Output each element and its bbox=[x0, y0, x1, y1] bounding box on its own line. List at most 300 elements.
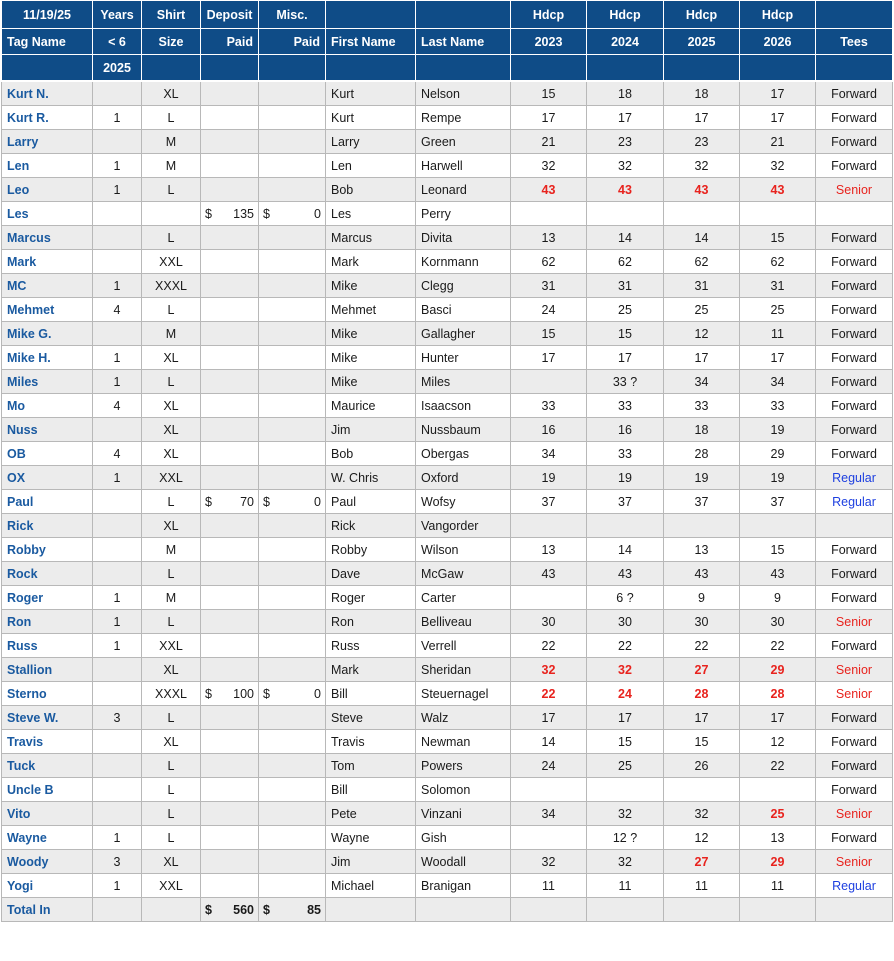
tees-cell: Forward bbox=[816, 346, 893, 370]
misc-cell bbox=[259, 226, 326, 250]
tees-cell: Forward bbox=[816, 370, 893, 394]
last-name-cell: Miles bbox=[416, 370, 511, 394]
hdcp-2026-cell: 11 bbox=[740, 874, 816, 898]
first-name-cell: Russ bbox=[326, 634, 416, 658]
shirt-size-cell: L bbox=[142, 754, 201, 778]
hdcp-2025-cell: 9 bbox=[664, 586, 740, 610]
hdcp-2025-cell: 14 bbox=[664, 226, 740, 250]
tees-cell: Forward bbox=[816, 226, 893, 250]
tees-cell: Forward bbox=[816, 442, 893, 466]
amount: 100 bbox=[233, 686, 254, 701]
table-body bbox=[2, 81, 893, 922]
header-hdcp: Hdcp bbox=[511, 1, 587, 29]
header-years-year: 2025 bbox=[93, 55, 142, 82]
header-blank bbox=[664, 55, 740, 82]
shirt-size-cell: XXL bbox=[142, 874, 201, 898]
years-cell bbox=[93, 682, 142, 706]
hdcp-2025-cell bbox=[664, 202, 740, 226]
header-year-2025: 2025 bbox=[664, 29, 740, 55]
hdcp-2025-cell: 32 bbox=[664, 802, 740, 826]
deposit-cell bbox=[201, 322, 259, 346]
hdcp-2023-cell: 13 bbox=[511, 226, 587, 250]
hdcp-2023-cell: 19 bbox=[511, 466, 587, 490]
tag-name-cell: Rick bbox=[2, 514, 93, 538]
header-shirt: Shirt bbox=[142, 1, 201, 29]
last-name-cell: Perry bbox=[416, 202, 511, 226]
last-name-cell: Clegg bbox=[416, 274, 511, 298]
hdcp-2026-cell: 37 bbox=[740, 490, 816, 514]
total-empty-cell bbox=[511, 898, 587, 922]
hdcp-2025-cell: 18 bbox=[664, 81, 740, 106]
hdcp-2024-cell: 16 bbox=[587, 418, 664, 442]
hdcp-2024-cell bbox=[587, 778, 664, 802]
header-deposit: Deposit bbox=[201, 1, 259, 29]
misc-cell bbox=[259, 802, 326, 826]
hdcp-2023-cell: 24 bbox=[511, 754, 587, 778]
tees-cell: Forward bbox=[816, 418, 893, 442]
deposit-cell bbox=[201, 754, 259, 778]
years-cell bbox=[93, 81, 142, 106]
hdcp-2023-cell: 31 bbox=[511, 274, 587, 298]
header-blank bbox=[259, 55, 326, 82]
tag-name-cell: Mo bbox=[2, 394, 93, 418]
misc-cell bbox=[259, 706, 326, 730]
total-misc bbox=[259, 898, 326, 922]
total-empty-cell bbox=[326, 898, 416, 922]
shirt-size-cell: XXL bbox=[142, 466, 201, 490]
hdcp-2025-cell: 26 bbox=[664, 754, 740, 778]
tees-cell: Senior bbox=[816, 802, 893, 826]
years-cell: 1 bbox=[93, 370, 142, 394]
years-cell bbox=[93, 130, 142, 154]
deposit-cell bbox=[201, 250, 259, 274]
hdcp-2026-cell: 29 bbox=[740, 442, 816, 466]
deposit-cell bbox=[201, 586, 259, 610]
header-first-name: First Name bbox=[326, 29, 416, 55]
hdcp-2024-cell: 30 bbox=[587, 610, 664, 634]
tag-name-cell: Yogi bbox=[2, 874, 93, 898]
first-name-cell: Wayne bbox=[326, 826, 416, 850]
last-name-cell: Leonard bbox=[416, 178, 511, 202]
total-empty-cell bbox=[587, 898, 664, 922]
tees-cell: Forward bbox=[816, 106, 893, 130]
header-blank bbox=[416, 1, 511, 29]
tag-name-cell: Sterno bbox=[2, 682, 93, 706]
hdcp-2025-cell: 17 bbox=[664, 346, 740, 370]
header-tag-name: Tag Name bbox=[2, 29, 93, 55]
hdcp-2023-cell bbox=[511, 514, 587, 538]
hdcp-2024-cell: 17 bbox=[587, 346, 664, 370]
shirt-size-cell: XL bbox=[142, 346, 201, 370]
hdcp-2024-cell: 6 ? bbox=[587, 586, 664, 610]
currency-symbol: $ bbox=[205, 902, 212, 917]
first-name-cell: Mark bbox=[326, 658, 416, 682]
first-name-cell: Len bbox=[326, 154, 416, 178]
header-blank bbox=[740, 55, 816, 82]
tees-cell: Forward bbox=[816, 826, 893, 850]
hdcp-2025-cell: 31 bbox=[664, 274, 740, 298]
header-blank bbox=[816, 55, 893, 82]
first-name-cell: Mike bbox=[326, 322, 416, 346]
hdcp-2023-cell: 13 bbox=[511, 538, 587, 562]
last-name-cell: Rempe bbox=[416, 106, 511, 130]
hdcp-2024-cell: 18 bbox=[587, 81, 664, 106]
table-row bbox=[2, 802, 893, 826]
tag-name-cell: Tuck bbox=[2, 754, 93, 778]
table-row bbox=[2, 81, 893, 106]
table-row bbox=[2, 226, 893, 250]
years-cell bbox=[93, 226, 142, 250]
years-cell: 4 bbox=[93, 442, 142, 466]
total-empty-cell bbox=[740, 898, 816, 922]
table-row bbox=[2, 850, 893, 874]
hdcp-2025-cell: 37 bbox=[664, 490, 740, 514]
deposit-cell bbox=[201, 562, 259, 586]
shirt-size-cell: XXL bbox=[142, 634, 201, 658]
last-name-cell: McGaw bbox=[416, 562, 511, 586]
table-header bbox=[2, 1, 893, 82]
hdcp-2025-cell: 17 bbox=[664, 706, 740, 730]
hdcp-2026-cell: 9 bbox=[740, 586, 816, 610]
tag-name-cell: MC bbox=[2, 274, 93, 298]
tag-name-cell: Marcus bbox=[2, 226, 93, 250]
misc-cell bbox=[259, 658, 326, 682]
hdcp-2024-cell: 17 bbox=[587, 106, 664, 130]
years-cell: 1 bbox=[93, 178, 142, 202]
hdcp-2026-cell: 25 bbox=[740, 802, 816, 826]
table-row bbox=[2, 418, 893, 442]
header-blank bbox=[2, 55, 93, 82]
tag-name-cell: Woody bbox=[2, 850, 93, 874]
shirt-size-cell: L bbox=[142, 298, 201, 322]
shirt-size-cell: L bbox=[142, 778, 201, 802]
header-misc-sub: Paid bbox=[259, 29, 326, 55]
misc-cell bbox=[259, 81, 326, 106]
shirt-size-cell: XL bbox=[142, 850, 201, 874]
tees-cell: Forward bbox=[816, 562, 893, 586]
last-name-cell: Verrell bbox=[416, 634, 511, 658]
hdcp-2026-cell bbox=[740, 514, 816, 538]
hdcp-2025-cell bbox=[664, 778, 740, 802]
hdcp-2026-cell: 30 bbox=[740, 610, 816, 634]
hdcp-2025-cell: 62 bbox=[664, 250, 740, 274]
table-row bbox=[2, 106, 893, 130]
hdcp-2024-cell: 25 bbox=[587, 298, 664, 322]
last-name-cell: Walz bbox=[416, 706, 511, 730]
hdcp-2025-cell: 23 bbox=[664, 130, 740, 154]
deposit-cell bbox=[201, 466, 259, 490]
hdcp-2024-cell: 15 bbox=[587, 730, 664, 754]
misc-cell bbox=[259, 322, 326, 346]
amount: 85 bbox=[307, 902, 321, 917]
hdcp-2026-cell: 29 bbox=[740, 850, 816, 874]
misc-cell bbox=[259, 490, 326, 514]
years-cell: 4 bbox=[93, 298, 142, 322]
hdcp-2026-cell: 43 bbox=[740, 178, 816, 202]
last-name-cell: Isaacson bbox=[416, 394, 511, 418]
deposit-cell bbox=[201, 154, 259, 178]
shirt-size-cell: L bbox=[142, 802, 201, 826]
years-cell bbox=[93, 658, 142, 682]
deposit-cell bbox=[201, 850, 259, 874]
table-row bbox=[2, 490, 893, 514]
hdcp-2026-cell: 17 bbox=[740, 346, 816, 370]
tees-cell: Forward bbox=[816, 586, 893, 610]
hdcp-2024-cell: 33 bbox=[587, 442, 664, 466]
roster-table bbox=[1, 0, 893, 922]
tag-name-cell: Mike H. bbox=[2, 346, 93, 370]
first-name-cell: Kurt bbox=[326, 106, 416, 130]
first-name-cell: W. Chris bbox=[326, 466, 416, 490]
shirt-size-cell: M bbox=[142, 538, 201, 562]
deposit-cell bbox=[201, 226, 259, 250]
last-name-cell: Steuernagel bbox=[416, 682, 511, 706]
shirt-size-cell: M bbox=[142, 154, 201, 178]
deposit-cell bbox=[201, 826, 259, 850]
last-name-cell: Hunter bbox=[416, 346, 511, 370]
years-cell bbox=[93, 802, 142, 826]
tag-name-cell: Stallion bbox=[2, 658, 93, 682]
tees-cell: Forward bbox=[816, 634, 893, 658]
deposit-cell bbox=[201, 490, 259, 514]
first-name-cell: Dave bbox=[326, 562, 416, 586]
hdcp-2023-cell: 17 bbox=[511, 346, 587, 370]
hdcp-2025-cell: 33 bbox=[664, 394, 740, 418]
hdcp-2023-cell: 32 bbox=[511, 850, 587, 874]
hdcp-2024-cell: 23 bbox=[587, 130, 664, 154]
hdcp-2024-cell: 25 bbox=[587, 754, 664, 778]
first-name-cell: Kurt bbox=[326, 81, 416, 106]
hdcp-2023-cell: 17 bbox=[511, 106, 587, 130]
tag-name-cell: Vito bbox=[2, 802, 93, 826]
first-name-cell: Mehmet bbox=[326, 298, 416, 322]
last-name-cell: Gish bbox=[416, 826, 511, 850]
hdcp-2026-cell bbox=[740, 202, 816, 226]
years-cell bbox=[93, 250, 142, 274]
deposit-cell bbox=[201, 81, 259, 106]
hdcp-2025-cell: 43 bbox=[664, 178, 740, 202]
hdcp-2025-cell: 13 bbox=[664, 538, 740, 562]
misc-cell bbox=[259, 874, 326, 898]
misc-cell bbox=[259, 634, 326, 658]
header-blank bbox=[587, 55, 664, 82]
first-name-cell: Mike bbox=[326, 346, 416, 370]
hdcp-2026-cell: 62 bbox=[740, 250, 816, 274]
tees-cell: Forward bbox=[816, 322, 893, 346]
currency-symbol: $ bbox=[205, 494, 212, 509]
currency-symbol: $ bbox=[263, 686, 270, 701]
hdcp-2025-cell: 11 bbox=[664, 874, 740, 898]
deposit-cell bbox=[201, 538, 259, 562]
tees-cell: Senior bbox=[816, 658, 893, 682]
header-year-2024: 2024 bbox=[587, 29, 664, 55]
shirt-size-cell: XXXL bbox=[142, 274, 201, 298]
hdcp-2023-cell bbox=[511, 202, 587, 226]
deposit-cell bbox=[201, 130, 259, 154]
first-name-cell: Maurice bbox=[326, 394, 416, 418]
shirt-size-cell: XL bbox=[142, 514, 201, 538]
hdcp-2026-cell: 29 bbox=[740, 658, 816, 682]
hdcp-2024-cell: 15 bbox=[587, 322, 664, 346]
tees-cell: Forward bbox=[816, 250, 893, 274]
misc-cell bbox=[259, 274, 326, 298]
last-name-cell: Obergas bbox=[416, 442, 511, 466]
years-cell bbox=[93, 322, 142, 346]
years-cell: 1 bbox=[93, 826, 142, 850]
shirt-size-cell: XL bbox=[142, 658, 201, 682]
deposit-cell bbox=[201, 802, 259, 826]
total-empty-cell bbox=[93, 898, 142, 922]
hdcp-2023-cell: 32 bbox=[511, 154, 587, 178]
last-name-cell: Gallagher bbox=[416, 322, 511, 346]
hdcp-2023-cell: 11 bbox=[511, 874, 587, 898]
first-name-cell: Roger bbox=[326, 586, 416, 610]
misc-cell bbox=[259, 610, 326, 634]
tees-cell: Regular bbox=[816, 490, 893, 514]
table-row bbox=[2, 298, 893, 322]
hdcp-2025-cell: 22 bbox=[664, 634, 740, 658]
hdcp-2023-cell: 62 bbox=[511, 250, 587, 274]
last-name-cell: Harwell bbox=[416, 154, 511, 178]
shirt-size-cell: L bbox=[142, 370, 201, 394]
hdcp-2024-cell: 32 bbox=[587, 658, 664, 682]
hdcp-2026-cell: 21 bbox=[740, 130, 816, 154]
hdcp-2024-cell: 32 bbox=[587, 850, 664, 874]
years-cell bbox=[93, 754, 142, 778]
hdcp-2025-cell: 43 bbox=[664, 562, 740, 586]
table-row bbox=[2, 730, 893, 754]
table-row bbox=[2, 178, 893, 202]
hdcp-2023-cell: 22 bbox=[511, 682, 587, 706]
hdcp-2025-cell: 18 bbox=[664, 418, 740, 442]
tag-name-cell: Miles bbox=[2, 370, 93, 394]
deposit-cell bbox=[201, 106, 259, 130]
tag-name-cell: Kurt N. bbox=[2, 81, 93, 106]
last-name-cell: Oxford bbox=[416, 466, 511, 490]
misc-cell bbox=[259, 754, 326, 778]
table-row bbox=[2, 394, 893, 418]
tag-name-cell: Mark bbox=[2, 250, 93, 274]
table-row bbox=[2, 274, 893, 298]
misc-cell bbox=[259, 370, 326, 394]
hdcp-2025-cell: 12 bbox=[664, 322, 740, 346]
hdcp-2026-cell: 19 bbox=[740, 466, 816, 490]
hdcp-2026-cell: 28 bbox=[740, 682, 816, 706]
shirt-size-cell: XXL bbox=[142, 250, 201, 274]
misc-cell bbox=[259, 442, 326, 466]
deposit-cell bbox=[201, 514, 259, 538]
tag-name-cell: Roger bbox=[2, 586, 93, 610]
tees-cell: Senior bbox=[816, 682, 893, 706]
first-name-cell: Robby bbox=[326, 538, 416, 562]
last-name-cell: Newman bbox=[416, 730, 511, 754]
years-cell bbox=[93, 490, 142, 514]
first-name-cell: Mike bbox=[326, 274, 416, 298]
last-name-cell: Powers bbox=[416, 754, 511, 778]
tees-cell: Forward bbox=[816, 130, 893, 154]
tees-cell: Forward bbox=[816, 754, 893, 778]
header-hdcp: Hdcp bbox=[664, 1, 740, 29]
years-cell: 1 bbox=[93, 274, 142, 298]
last-name-cell: Vangorder bbox=[416, 514, 511, 538]
first-name-cell: Michael bbox=[326, 874, 416, 898]
deposit-cell bbox=[201, 610, 259, 634]
table-row bbox=[2, 346, 893, 370]
tees-cell: Forward bbox=[816, 394, 893, 418]
currency-symbol: $ bbox=[263, 494, 270, 509]
shirt-size-cell: L bbox=[142, 826, 201, 850]
hdcp-2026-cell: 25 bbox=[740, 298, 816, 322]
header-date: 11/19/25 bbox=[2, 1, 93, 29]
total-empty-cell bbox=[816, 898, 893, 922]
tag-name-cell: Len bbox=[2, 154, 93, 178]
hdcp-2023-cell bbox=[511, 826, 587, 850]
hdcp-2023-cell: 34 bbox=[511, 442, 587, 466]
deposit-cell bbox=[201, 730, 259, 754]
hdcp-2024-cell bbox=[587, 514, 664, 538]
hdcp-2023-cell bbox=[511, 778, 587, 802]
header-years: Years bbox=[93, 1, 142, 29]
shirt-size-cell: XL bbox=[142, 81, 201, 106]
hdcp-2025-cell: 28 bbox=[664, 442, 740, 466]
hdcp-2023-cell: 16 bbox=[511, 418, 587, 442]
header-misc: Misc. bbox=[259, 1, 326, 29]
total-deposit bbox=[201, 898, 259, 922]
amount: 0 bbox=[314, 494, 321, 509]
table-row bbox=[2, 754, 893, 778]
last-name-cell: Woodall bbox=[416, 850, 511, 874]
tees-cell: Forward bbox=[816, 274, 893, 298]
hdcp-2023-cell: 43 bbox=[511, 562, 587, 586]
hdcp-2026-cell: 17 bbox=[740, 81, 816, 106]
first-name-cell: Jim bbox=[326, 418, 416, 442]
hdcp-2025-cell: 28 bbox=[664, 682, 740, 706]
header-year-2023: 2023 bbox=[511, 29, 587, 55]
first-name-cell: Mark bbox=[326, 250, 416, 274]
hdcp-2024-cell: 17 bbox=[587, 706, 664, 730]
hdcp-2026-cell: 17 bbox=[740, 106, 816, 130]
table-row bbox=[2, 466, 893, 490]
last-name-cell: Green bbox=[416, 130, 511, 154]
tees-cell: Forward bbox=[816, 538, 893, 562]
first-name-cell: Steve bbox=[326, 706, 416, 730]
hdcp-2024-cell: 32 bbox=[587, 154, 664, 178]
first-name-cell: Bob bbox=[326, 442, 416, 466]
total-empty-cell bbox=[416, 898, 511, 922]
last-name-cell: Nelson bbox=[416, 81, 511, 106]
tag-name-cell: Kurt R. bbox=[2, 106, 93, 130]
years-cell: 1 bbox=[93, 346, 142, 370]
misc-cell bbox=[259, 346, 326, 370]
misc-cell bbox=[259, 250, 326, 274]
table-row bbox=[2, 778, 893, 802]
tees-cell: Senior bbox=[816, 610, 893, 634]
last-name-cell: Nussbaum bbox=[416, 418, 511, 442]
shirt-size-cell: M bbox=[142, 586, 201, 610]
first-name-cell: Pete bbox=[326, 802, 416, 826]
hdcp-2023-cell: 34 bbox=[511, 802, 587, 826]
hdcp-2026-cell: 33 bbox=[740, 394, 816, 418]
deposit-cell bbox=[201, 346, 259, 370]
deposit-cell bbox=[201, 682, 259, 706]
first-name-cell: Bill bbox=[326, 682, 416, 706]
hdcp-2024-cell: 43 bbox=[587, 178, 664, 202]
last-name-cell: Solomon bbox=[416, 778, 511, 802]
hdcp-2025-cell: 25 bbox=[664, 298, 740, 322]
tees-cell: Forward bbox=[816, 154, 893, 178]
tag-name-cell: Les bbox=[2, 202, 93, 226]
deposit-cell bbox=[201, 298, 259, 322]
